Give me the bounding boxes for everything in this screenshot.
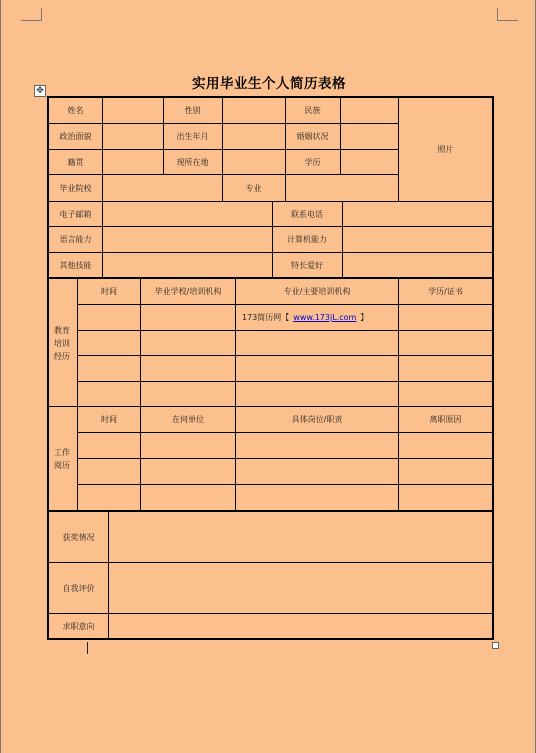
site-link[interactable]: www.173jL.com <box>293 313 357 322</box>
education-section-label: 教育培训经历 <box>54 325 70 361</box>
table-border-bottom <box>47 638 494 640</box>
label-self-eval: 自我评价 <box>62 583 95 593</box>
row-line <box>77 381 494 382</box>
label-hobbies: 特长爱好 <box>291 260 323 270</box>
crop-mark-top-left <box>21 8 42 21</box>
col-line <box>108 511 109 639</box>
label-objective: 求职意向 <box>62 621 95 631</box>
work-header-reason: 离职原因 <box>429 415 462 424</box>
edu-header-time: 时间 <box>101 287 117 296</box>
row-line <box>77 484 494 485</box>
table-resize-handle[interactable] <box>492 642 499 649</box>
col-line <box>398 278 399 510</box>
crop-mark-top-right <box>497 8 518 21</box>
label-birth: 出生年月 <box>176 132 209 141</box>
col-line <box>340 97 341 174</box>
table-border-right <box>492 96 494 640</box>
label-major: 专业 <box>245 183 262 193</box>
photo-cell[interactable]: 照片 <box>437 145 454 154</box>
label-name: 姓名 <box>67 106 84 115</box>
link-suffix: 】 <box>360 313 369 322</box>
col-line <box>102 201 103 277</box>
row-line <box>77 355 494 356</box>
row-line <box>47 562 494 563</box>
section-divider <box>47 510 494 512</box>
edu-header-major: 专业/主要培训机构 <box>283 287 351 296</box>
label-ethnicity: 民族 <box>304 106 321 115</box>
row-line <box>47 252 494 253</box>
col-line <box>77 278 78 510</box>
label-residence: 现所在地 <box>176 157 209 167</box>
row-line <box>77 458 494 459</box>
label-politics: 政治面貌 <box>59 132 92 141</box>
label-school: 毕业院校 <box>59 183 92 193</box>
label-marital: 婚姻状况 <box>296 132 329 141</box>
label-skills: 其他技能 <box>59 260 92 270</box>
work-header-time: 时间 <box>101 415 117 424</box>
row-line <box>47 613 494 614</box>
row-line <box>47 201 494 202</box>
col-line <box>140 278 141 510</box>
label-awards: 获奖情况 <box>62 532 95 542</box>
table-move-handle-icon[interactable]: ✥ <box>34 85 46 97</box>
label-native: 籍贯 <box>67 157 84 167</box>
label-email: 电子邮箱 <box>59 209 92 219</box>
text-cursor <box>87 642 88 654</box>
col-line <box>102 97 103 201</box>
label-language: 语言能力 <box>59 235 92 244</box>
row-line <box>47 226 494 227</box>
label-computer: 计算机能力 <box>287 235 327 244</box>
label-phone: 联系电话 <box>291 209 323 219</box>
watermark-link-text <box>236 305 398 330</box>
work-section-label: 工作阅历 <box>54 448 70 470</box>
row-line <box>77 432 494 433</box>
label-gender: 性别 <box>184 106 201 115</box>
row-line <box>77 330 494 331</box>
work-header-position: 具体岗位/职责 <box>291 415 343 424</box>
label-degree: 学历 <box>304 157 321 167</box>
edu-header-cert: 学历/证书 <box>428 287 463 296</box>
link-prefix: 173简历网【 <box>242 313 290 322</box>
edu-header-school: 毕业学校/培训机构 <box>154 287 222 296</box>
col-line <box>342 201 343 277</box>
work-header-company: 在何单位 <box>172 415 204 424</box>
document-title: 实用毕业生个人简历表格 <box>192 76 346 92</box>
